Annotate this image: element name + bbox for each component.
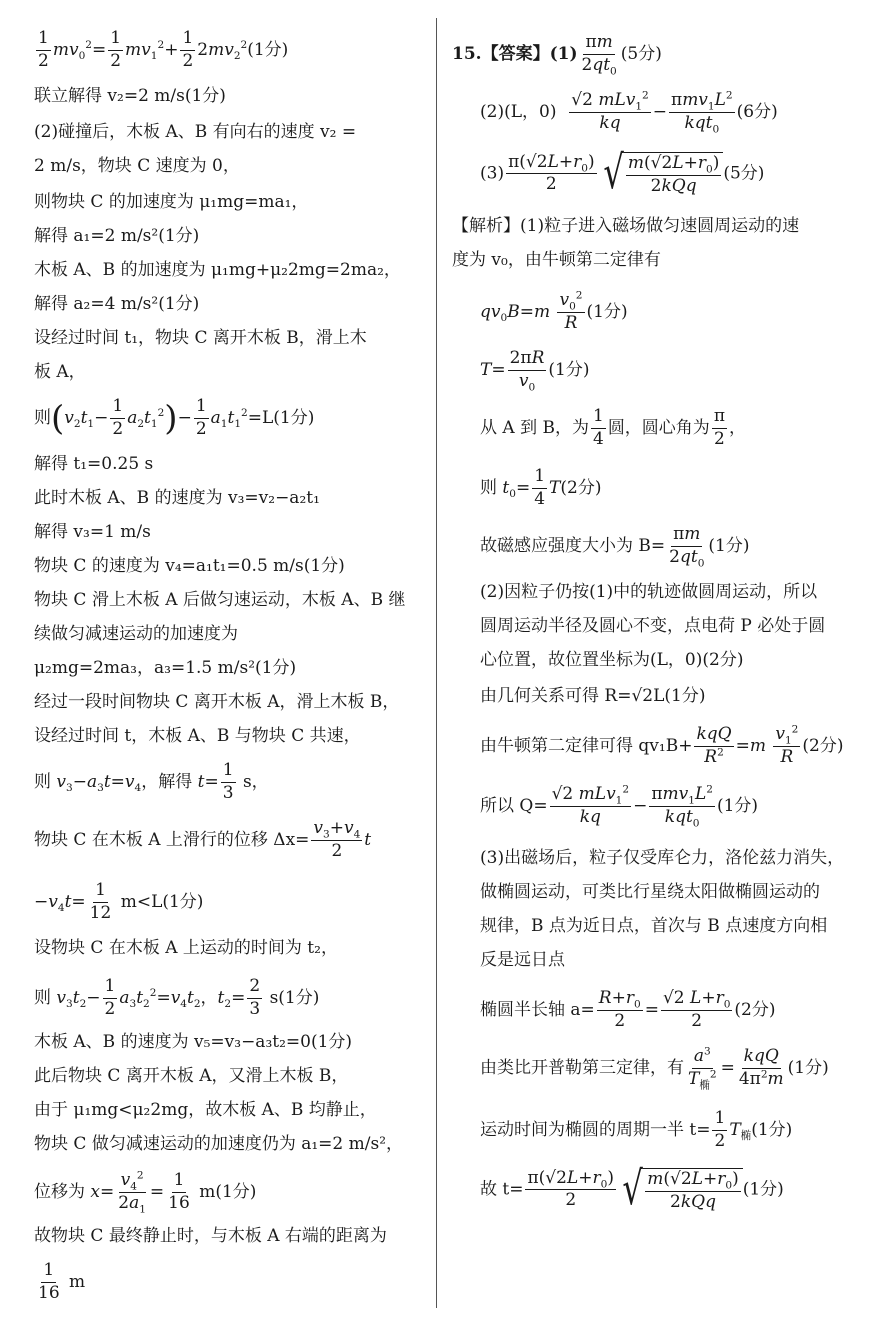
text-line: 由几何关系可得 R=√2L(1分) [480, 686, 706, 706]
period-equation: T= $\frac{2\pi R}{v_0}$ (1分) [480, 348, 590, 394]
analysis-heading: 【解析】(1)粒子进入磁场做匀速圆周运动的速 [452, 216, 800, 236]
text-line: 圆周运动半径及圆心不变，点电荷 P 必处于圆 [480, 616, 826, 636]
text-line: 度为 v₀，由牛顿第二定律有 [452, 250, 661, 270]
t2-equation: 则 $v_3t_2-$ $\frac{1}{2}$ $a_3t_2^2=v_4t_2$，$t_2=$ $\frac{2}{3}$ s(1分) [34, 976, 320, 1019]
displacement-equation: 则($v_2t_1-$ $\frac{1}{2}$ $a_2t_1^2)-$ $\frac{1}{2}$ $a_1t_1^2=L(1$分) [34, 396, 315, 439]
text-line: (2)碰撞后，木板 A、B 有向右的速度 v₂ = [34, 122, 357, 142]
final-distance: $\frac{1}{16}$ m [38, 1260, 86, 1303]
text-line: 联立解得 v₂=2 m/s(1分) [34, 86, 226, 106]
slide-displacement-equation: 物块 C 在木板 A 上滑行的位移 Δx= $\frac{v_3+v_4}{2}$ t [34, 818, 372, 861]
text-line: 解得 v₃=1 m/s [34, 522, 151, 542]
text-line: 做椭圆运动，可类比行星绕太阳做椭圆运动的 [480, 882, 820, 902]
text-line: 规律，B 点为近日点，首次与 B 点速度方向相 [480, 916, 828, 936]
text-line: 物块 C 滑上木板 A 后做匀速运动，木板 A、B 继 [34, 590, 406, 610]
semi-major-axis-equation: 椭圆半长轴 a= $\frac{R+r_0}{2}$ = $\frac{√2 L+r_0}{2}$ (2分) [480, 988, 776, 1031]
column-divider [436, 18, 437, 1308]
final-displacement-equation: 位移为 x= $\frac{v_4^2}{2a_1}$ = $\frac{1}{16}$ m(1分) [34, 1169, 257, 1216]
text-line: 经过一段时间物块 C 离开木板 A，滑上木板 B， [34, 692, 400, 712]
text-line: 解得 a₂=4 m/s²(1分) [34, 294, 200, 314]
text-line: 设经过时间 t₁，物块 C 离开木板 B，滑上木 [34, 328, 367, 348]
text-line: 反是远日点 [480, 950, 565, 970]
text-line: 续做匀减速运动的加速度为 [34, 624, 238, 644]
common-velocity-equation: 则 $v_3-a_3t=v_4$，解得 t= $\frac{1}{3}$ s， [34, 760, 269, 803]
text-line: 此后物块 C 离开木板 A，又滑上木板 B， [34, 1066, 349, 1086]
answer-2: (2)(L，0) √2 mLv$_1^2$ kq − $\pi mv_1L^2$ kqt$_0$ (6分) [480, 89, 778, 136]
text-line: 物块 C 做匀减速运动的加速度仍为 a₁=2 m/s²， [34, 1134, 404, 1154]
text-line: 木板 A、B 的速度为 v₅=v₃−a₃t₂=0(1分) [34, 1032, 353, 1052]
kepler-equation: 由类比开普勒第三定律，有 $a^3$ $T_椭^2$ = kqQ $4\pi^2m$ (1分) [480, 1045, 829, 1092]
text-line: 2 m/s，物块 C 速度为 0， [34, 156, 240, 176]
q-equation: 所以 Q= √2 mLv$_1^2$ kq − $\pi mv_1L^2$ kqt$_0$ (1分) [480, 783, 759, 830]
text-line: 物块 C 的速度为 v₄=a₁t₁=0.5 m/s(1分) [34, 556, 345, 576]
text-line: (2)因粒子仍按(1)中的轨迹做圆周运动，所以 [480, 582, 818, 602]
newton-equation: $qv_0B=m$ $\frac{v_0^2}{R}$ (1分) [480, 289, 628, 333]
text-line: 木板 A、B 的加速度为 μ₁mg+μ₂2mg=2ma₂， [34, 260, 401, 280]
text-line: 则物块 C 的加速度为 μ₁mg=ma₁， [34, 192, 309, 212]
answer-1: 15.【答案】(1) $\frac{\pi m}{2qt_0}$ (5分) [452, 32, 662, 78]
text-line: μ₂mg=2ma₃，a₃=1.5 m/s²(1分) [34, 658, 297, 678]
text-line: 设物块 C 在木板 A 上运动的时间为 t₂， [34, 938, 338, 958]
text-line: 板 A， [34, 362, 86, 382]
text-line: 解得 t₁=0.25 s [34, 454, 154, 474]
text-line: 故物块 C 最终静止时，与木板 A 右端的距离为 [34, 1226, 387, 1246]
text-line: 解得 a₁=2 m/s²(1分) [34, 226, 200, 246]
text-line: 设经过时间 t，木板 A、B 与物块 C 共速， [34, 726, 361, 746]
slide-displacement-result: $-v_4t=$ $\frac{1}{12}$ m<L(1分) [34, 880, 204, 923]
t0-equation: 则 $t_0=$ $\frac{1}{4}$ T(2分) [480, 466, 602, 509]
text-line: 心位置，故位置坐标为(L，0)(2分) [480, 650, 744, 670]
energy-equation: $\frac{1}{2}$ $mv_0^2=$ $\frac{1}{2}$ $mv_1^2+$ $\frac{1}{2}$ $2mv_2^2(1$分) [38, 28, 289, 71]
newton-coulomb-equation: 由牛顿第二定律可得 qv₁B+ kqQ $R^2$ =m $\frac{v_1^2}{R}$ (2分) [480, 723, 844, 767]
text-line: 由于 μ₁mg<μ₂2mg，故木板 A、B 均静止， [34, 1100, 377, 1120]
final-time-equation: 故 t= $\frac{\pi(√2L+r_0)}{2}$ √ $m(√2L+r_0)$ 2kQq (1分) [480, 1161, 784, 1215]
text-line: 此时木板 A、B 的速度为 v₃=v₂−a₂t₁ [34, 488, 320, 508]
half-period-equation: 运动时间为椭圆的周期一半 t= $\frac{1}{2}$ $T_椭(1$分) [480, 1108, 793, 1151]
arc-text: 从 A 到 B，为 $\frac{1}{4}$ 圆，圆心角为 $\frac{\pi}{2}$ ， [480, 406, 746, 449]
b-field-equation: 故磁感应强度大小为 B= $\frac{\pi m}{2qt_0}$ (1分) [480, 524, 750, 570]
text-line: (3)出磁场后，粒子仅受库仑力，洛伦兹力消失， [480, 848, 845, 868]
answer-3: (3) $\frac{\pi(√2L+r_0)}{2}$ √ $m(√2L+r_0)$ 2kQq (5分) [480, 145, 765, 199]
